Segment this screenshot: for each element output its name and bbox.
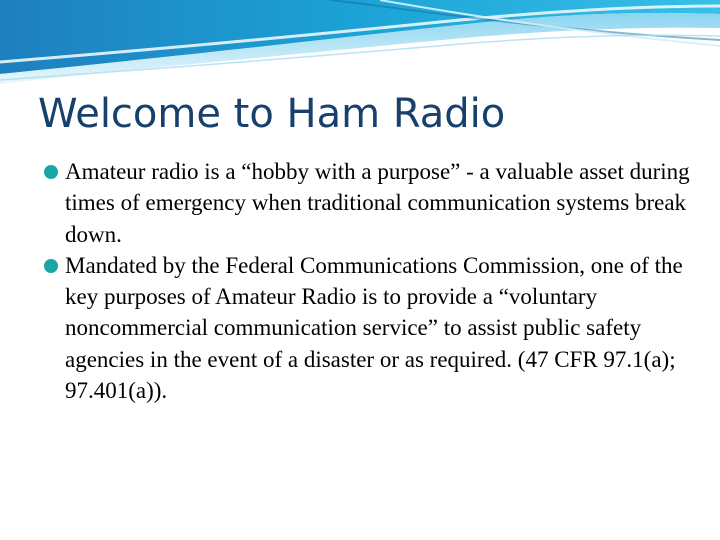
slide-title: Welcome to Ham Radio	[38, 91, 506, 137]
bullet-list	[44, 156, 704, 406]
bullet-item	[44, 250, 704, 406]
bullet-dot-icon	[44, 165, 58, 179]
bullet-dot-icon	[44, 259, 58, 273]
bullet-text: Mandated by the Federal Communications Commission, one of the key purposes of Amateur Radio is to provide a “voluntary noncommercial communication service” to assist public safety agencies in the event of a disaster or as required. (47 CFR 97.1(a); 97.401(a)).	[65, 252, 683, 404]
header-wave-decoration	[0, 0, 720, 90]
bullet-text: Amateur radio is a “hobby with a purpose” - a valuable asset during times of emergency when traditional communication systems break down.	[65, 159, 690, 247]
bullet-item	[44, 156, 704, 250]
